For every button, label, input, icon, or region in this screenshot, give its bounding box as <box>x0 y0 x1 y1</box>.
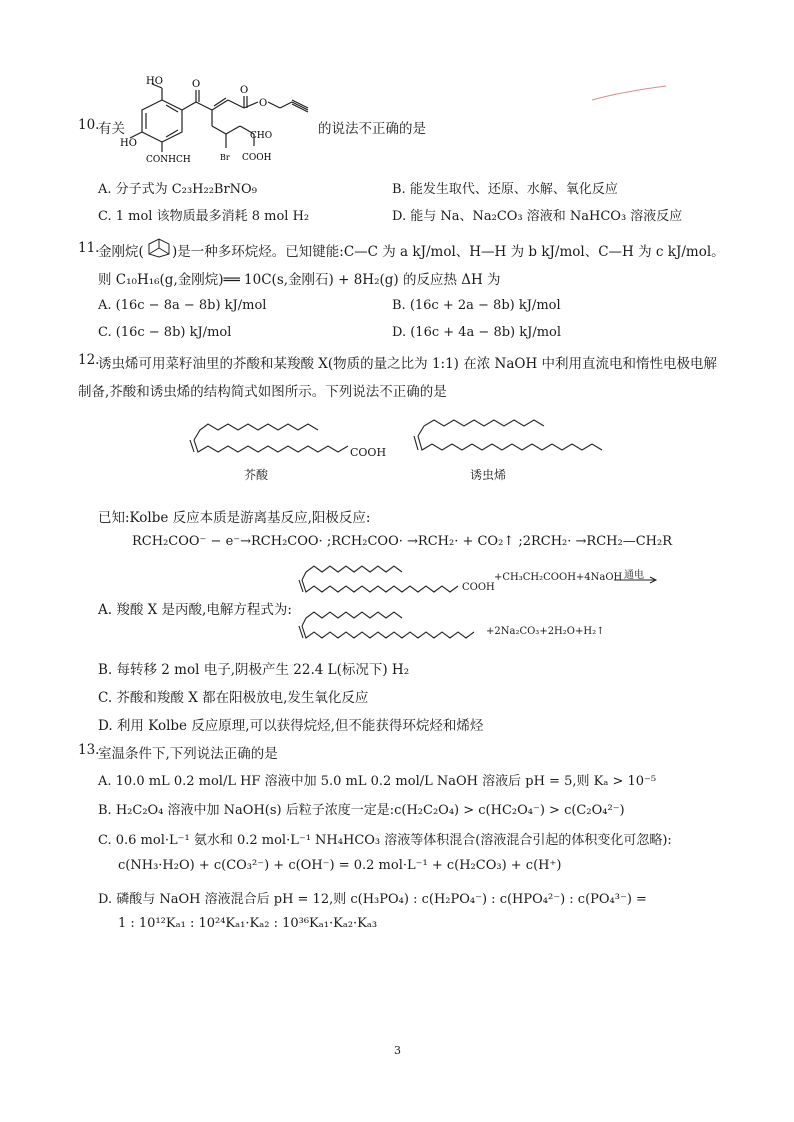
q13-option-a: A. 10.0 mL 0.2 mol/L HF 溶液中加 5.0 mL 0.2 mol/L NaOH 溶液后 pH = 5,则 Kₐ > 10⁻⁵ <box>98 774 657 789</box>
optA-reactant-structure <box>296 560 466 600</box>
optA-products: +2Na₂CO₃+2H₂O+H₂↑ <box>486 626 605 637</box>
struct-ho-left: HO <box>120 138 137 149</box>
struct-o2: O <box>240 85 249 96</box>
struct-o1: O <box>192 79 201 90</box>
struct-o3: O <box>259 98 268 109</box>
q10-option-d: D. 能与 Na、Na₂CO₃ 溶液和 NaHCO₃ 溶液反应 <box>392 209 683 224</box>
q13-option-d-line1: D. 磷酸与 NaOH 溶液混合后 pH = 12,则 c(H₃PO₄) : c(H₂PO₄⁻) : c(HPO₄²⁻) : c(PO₄³⁻) = <box>98 892 647 907</box>
optA-arrow <box>614 576 660 584</box>
erucic-label: 芥酸 <box>244 468 269 482</box>
q10-option-b: B. 能发生取代、还原、水解、氧化反应 <box>392 182 618 197</box>
q11-option-c: C. (16c − 8b) kJ/mol <box>98 325 232 340</box>
q13-option-b: B. H₂C₂O₄ 溶液中加 NaOH(s) 后粒子浓度一定是:c(H₂C₂O₄) > c(HC₂O₄⁻) > c(C₂O₄²⁻) <box>98 803 625 818</box>
optA-cooh: COOH <box>462 582 495 593</box>
struct-ho-top: HO <box>146 76 163 87</box>
lure-label: 诱虫烯 <box>470 468 507 482</box>
struct-cooh: COOH <box>242 153 272 163</box>
optA-condition: 通电 <box>624 570 644 581</box>
q12-known: 已知:Kolbe 反应本质是游离基反应,阳极反应: <box>98 510 371 526</box>
q12-line1: 诱虫烯可用菜籽油里的芥酸和某羧酸 X(物质的量之比为 1:1) 在浓 NaOH 中利用直流电和惰性电极电解 <box>98 356 718 372</box>
q11-option-d: D. (16c + 4a − 8b) kJ/mol <box>392 325 562 340</box>
optA-reagents: +CH₃CH₂COOH+4NaOH <box>494 572 623 583</box>
q10-option-a: A. 分子式为 C₂₃H₂₂BrNO₉ <box>98 182 257 197</box>
pen-mark <box>590 82 670 104</box>
optA-product-structure <box>296 608 496 648</box>
q10-number: 10. <box>78 117 100 133</box>
q10-option-c: C. 1 mol 该物质最多消耗 8 mol H₂ <box>98 209 310 224</box>
adamantane-icon <box>146 236 172 258</box>
q12-line2: 制备,芥酸和诱虫烯的结构简式如图所示。下列说法不正确的是 <box>78 384 447 400</box>
q13-number: 13. <box>78 742 100 758</box>
q11-number: 11. <box>78 240 100 256</box>
q11-option-b: B. (16c + 2a − 8b) kJ/mol <box>392 298 561 313</box>
q10-prefix: 有关 <box>98 121 125 137</box>
page-number: 3 <box>394 1044 401 1057</box>
q11-line2: 则 C₁₀H₁₆(g,金刚烷)══ 10C(s,金刚石) + 8H₂(g) 的反应热 ΔH 为 <box>98 272 501 288</box>
q12-option-b: B. 每转移 2 mol 电子,阴极产生 22.4 L(标况下) H₂ <box>98 662 410 678</box>
q11-option-a: A. (16c − 8a − 8b) kJ/mol <box>98 298 267 313</box>
struct-cho: CHO <box>250 131 273 141</box>
erucic-cooh: COOH <box>350 446 387 459</box>
q13-option-c-line1: C. 0.6 mol·L⁻¹ 氨水和 0.2 mol·L⁻¹ NH₄HCO₃ 溶液等体积混合(溶液混合引起的体积变化可忽略): <box>98 833 672 848</box>
struct-conh: CONHCH <box>146 155 191 165</box>
q10-suffix: 的说法不正确的是 <box>318 121 426 137</box>
q12-option-d: D. 利用 Kolbe 反应原理,可以获得烷烃,但不能获得环烷烃和烯烃 <box>98 718 484 734</box>
q12-option-a: A. 羧酸 X 是丙酸,电解方程式为: <box>98 602 292 618</box>
q12-kolbe-equation: RCH₂COO⁻ − e⁻→RCH₂COO· ;RCH₂COO· →RCH₂· + CO₂↑ ;2RCH₂· →RCH₂—CH₂R <box>132 534 672 549</box>
q13-option-c-line2: c(NH₃·H₂O) + c(CO₃²⁻) + c(OH⁻) = 0.2 mol·L⁻¹ + c(H₂CO₃) + c(H⁺) <box>118 858 562 873</box>
q12-option-c: C. 芥酸和羧酸 X 都在阳极放电,发生氧化反应 <box>98 690 369 706</box>
q13-option-d-line2: 1 : 10¹²Kₐ₁ : 10²⁴Kₐ₁·Kₐ₂ : 10³⁶Kₐ₁·Kₐ₂·Kₐ₃ <box>118 916 378 931</box>
q11-line1-b: )是一种多环烷烃。已知键能:C—C 为 a kJ/mol、H—H 为 b kJ/mol、C—H 为 c kJ/mol。 <box>172 244 725 260</box>
q12-number: 12. <box>78 352 100 368</box>
q13-stem: 室温条件下,下列说法正确的是 <box>98 746 278 762</box>
q11-line1-a: 金刚烷( <box>98 244 144 260</box>
lure-structure <box>410 412 610 462</box>
struct-br: Br <box>220 153 230 162</box>
q10-structure <box>120 72 320 170</box>
